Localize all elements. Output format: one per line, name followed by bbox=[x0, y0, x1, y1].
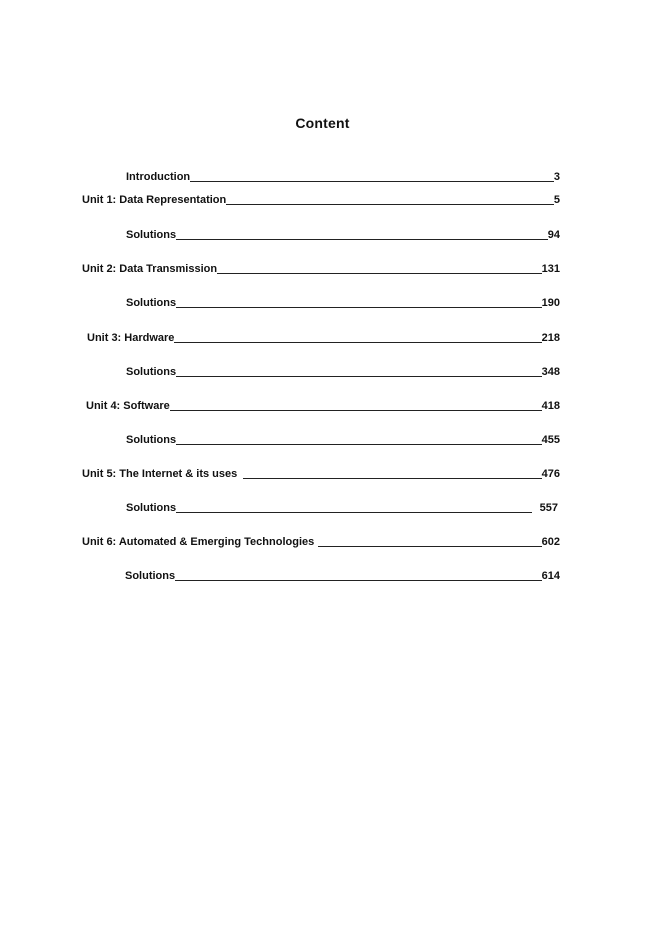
toc-entry-label: Solutions bbox=[125, 570, 176, 582]
toc-page-number: 348 bbox=[541, 366, 560, 378]
toc-page-number: 3 bbox=[553, 171, 560, 183]
toc-entry-label: Introduction bbox=[126, 171, 191, 183]
toc-entry-introduction[interactable] bbox=[126, 167, 560, 183]
toc-entry-unit-1[interactable] bbox=[82, 190, 560, 206]
toc-entry-label: Unit 4: Software bbox=[86, 400, 170, 412]
toc-leader-line bbox=[243, 478, 541, 479]
toc-leader-line bbox=[176, 307, 542, 308]
toc-leader-line bbox=[174, 342, 541, 343]
toc-entry-unit-2[interactable] bbox=[82, 259, 560, 275]
toc-page-number: 218 bbox=[541, 332, 560, 344]
toc-leader-line bbox=[226, 204, 554, 205]
toc-entry-unit-6[interactable] bbox=[82, 532, 560, 548]
toc-entry-label: Solutions bbox=[126, 434, 177, 446]
toc-leader-line bbox=[176, 444, 542, 445]
toc-entry-label: Solutions bbox=[126, 502, 177, 514]
toc-page-number: 476 bbox=[541, 468, 560, 480]
toc-entry-unit-4-solutions[interactable] bbox=[126, 430, 560, 446]
toc-page-number: 5 bbox=[553, 194, 560, 206]
toc-leader-line bbox=[176, 512, 532, 513]
toc-entry-unit-5-solutions[interactable] bbox=[126, 498, 558, 514]
toc-leader-line bbox=[190, 181, 554, 182]
toc-entry-label: Unit 5: The Internet & its uses bbox=[82, 468, 238, 480]
toc-leader-line bbox=[175, 580, 542, 581]
toc-page-number: 94 bbox=[547, 229, 560, 241]
toc-leader-line bbox=[176, 239, 548, 240]
toc-entry-label: Unit 6: Automated & Emerging Technologies bbox=[82, 536, 315, 548]
toc-entry-label: Solutions bbox=[126, 366, 177, 378]
toc-page-number: 602 bbox=[541, 536, 560, 548]
toc-leader-line bbox=[318, 546, 541, 547]
toc-entry-label: Unit 1: Data Representation bbox=[82, 194, 227, 206]
toc-entry-unit-2-solutions[interactable] bbox=[126, 293, 560, 309]
toc-entry-label: Solutions bbox=[126, 297, 177, 309]
toc-entry-label: Unit 2: Data Transmission bbox=[82, 263, 218, 275]
toc-entry-unit-6-solutions[interactable] bbox=[125, 566, 560, 582]
toc-entry-unit-1-solutions[interactable] bbox=[126, 225, 560, 241]
toc-page-number: 455 bbox=[541, 434, 560, 446]
toc-entry-unit-5[interactable] bbox=[82, 464, 560, 480]
toc-entry-label: Solutions bbox=[126, 229, 177, 241]
toc-entry-unit-4[interactable] bbox=[86, 396, 560, 412]
toc-entry-unit-3[interactable] bbox=[87, 328, 560, 344]
toc-leader-line bbox=[217, 273, 542, 274]
toc-leader-line bbox=[176, 376, 542, 377]
toc-page-number: 131 bbox=[541, 263, 560, 275]
page-title: Content bbox=[295, 115, 350, 131]
toc-page-number: 614 bbox=[541, 570, 560, 582]
toc-page-number: 418 bbox=[541, 400, 560, 412]
toc-entry-label: Unit 3: Hardware bbox=[87, 332, 175, 344]
toc-leader-line bbox=[170, 410, 542, 411]
toc-entry-unit-3-solutions[interactable] bbox=[126, 362, 560, 378]
toc-page-number: 557 bbox=[539, 502, 558, 514]
toc-page-number: 190 bbox=[541, 297, 560, 309]
